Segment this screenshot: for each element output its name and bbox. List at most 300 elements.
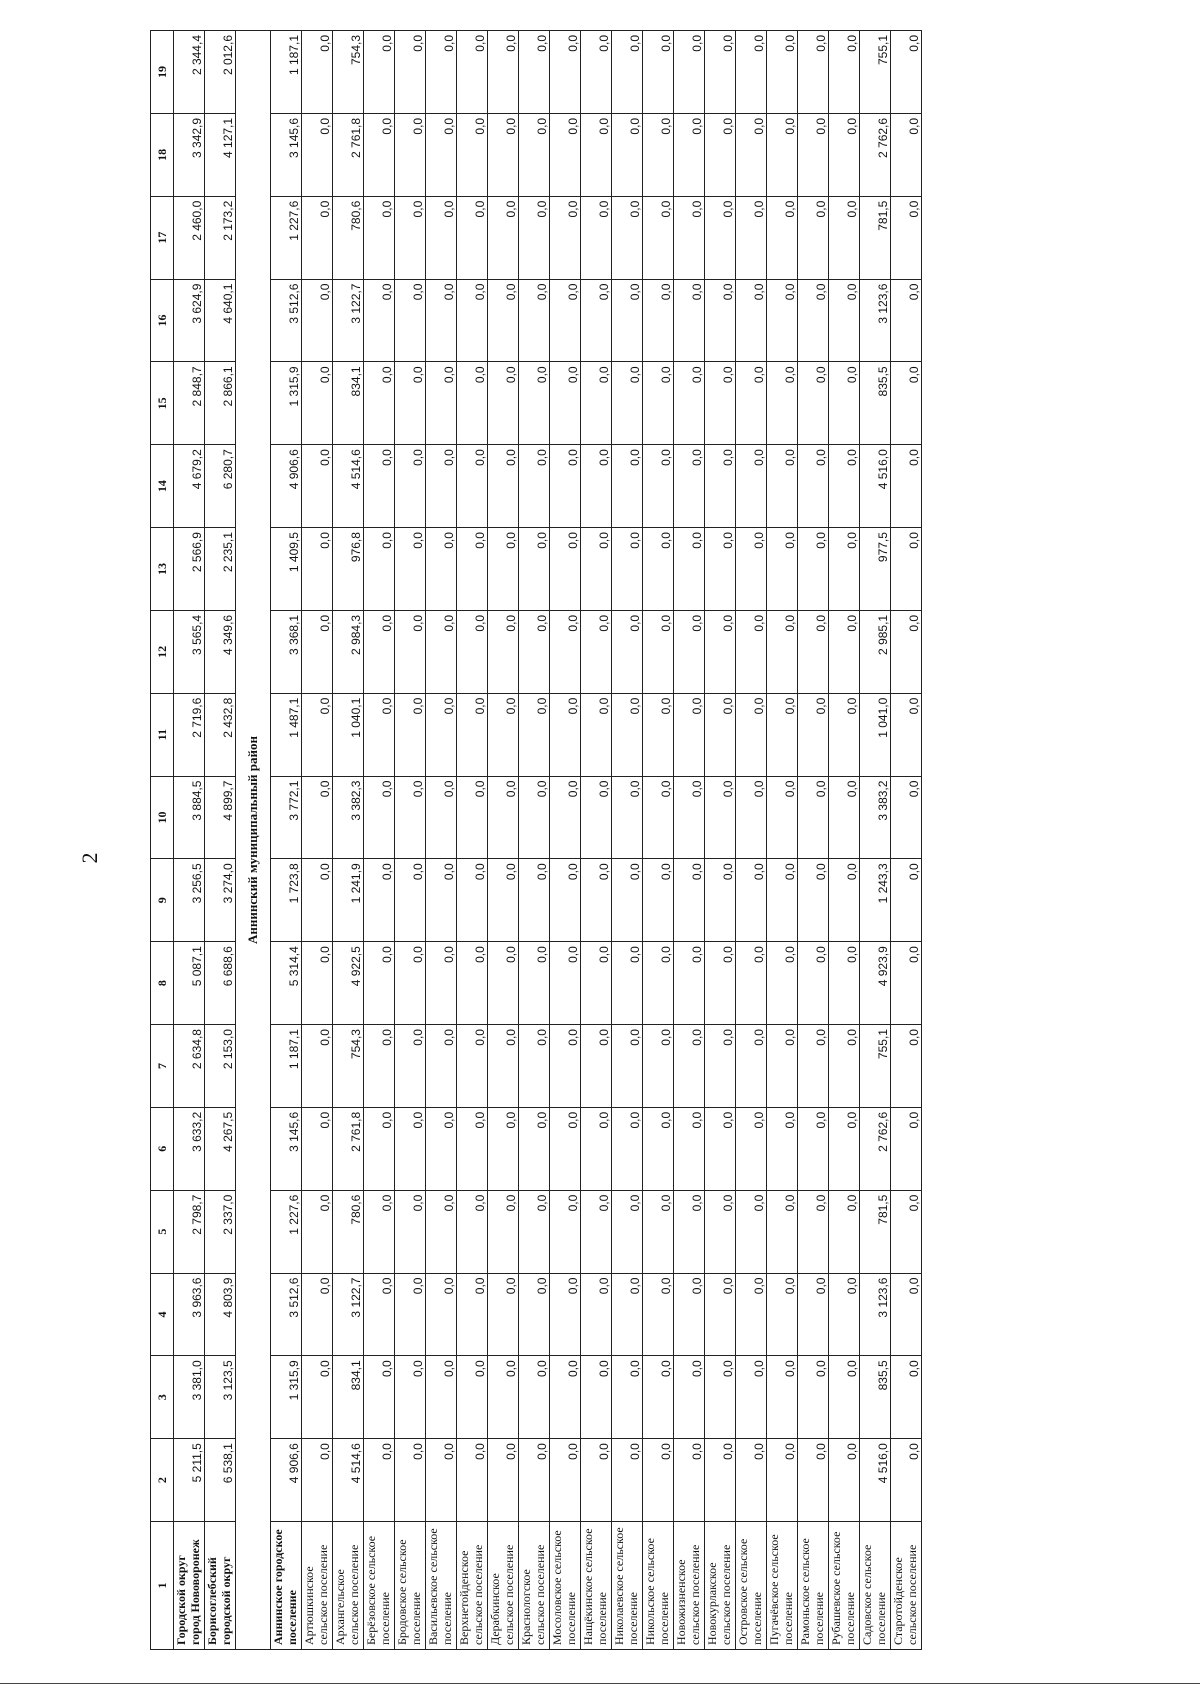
table-cell: 0,0 — [426, 31, 457, 114]
table-cell: 0,0 — [705, 610, 736, 693]
table-cell: 5 087,1 — [174, 942, 205, 1025]
table-cell: 0,0 — [612, 196, 643, 279]
table-cell: 0,0 — [891, 445, 922, 528]
table-cell: 0,0 — [457, 1439, 488, 1522]
table-cell: 0,0 — [643, 859, 674, 942]
column-header: 19 — [151, 31, 174, 114]
table-cell: 2 761,8 — [333, 113, 364, 196]
table-cell: 0,0 — [488, 279, 519, 362]
table-cell: 0,0 — [519, 113, 550, 196]
table-cell: 5 314,4 — [271, 942, 302, 1025]
table-cell: 0,0 — [519, 942, 550, 1025]
table-cell: 3 383,2 — [860, 776, 891, 859]
row-name: Пугачёвское сельское поселение — [767, 1522, 798, 1650]
table-cell: 0,0 — [302, 1025, 333, 1108]
table-cell: 0,0 — [426, 942, 457, 1025]
table-cell: 3 884,5 — [174, 776, 205, 859]
table-cell: 0,0 — [519, 1025, 550, 1108]
table-cell: 0,0 — [364, 942, 395, 1025]
row-name: Верхнетойденское сельское поселение — [457, 1522, 488, 1650]
table-cell: 0,0 — [364, 1190, 395, 1273]
table-cell: 780,6 — [333, 1190, 364, 1273]
table-cell: 0,0 — [519, 31, 550, 114]
table-cell: 0,0 — [302, 610, 333, 693]
table-cell: 0,0 — [674, 942, 705, 1025]
table-cell: 0,0 — [488, 1190, 519, 1273]
table-cell: 0,0 — [457, 942, 488, 1025]
table-cell: 3 123,5 — [205, 1356, 236, 1439]
table-row — [705, 31, 736, 1650]
row-name: Архангельское сельское поселение — [333, 1522, 364, 1650]
table-cell: 0,0 — [550, 1273, 581, 1356]
table-cell: 0,0 — [643, 942, 674, 1025]
table-cell: 2 153,0 — [205, 1025, 236, 1108]
table-cell: 2 337,0 — [205, 1190, 236, 1273]
table-cell: 3 123,6 — [860, 1273, 891, 1356]
table-cell: 0,0 — [736, 445, 767, 528]
table-cell: 0,0 — [736, 362, 767, 445]
table-cell: 0,0 — [488, 1107, 519, 1190]
table-cell: 0,0 — [767, 362, 798, 445]
table-cell: 3 145,6 — [271, 113, 302, 196]
row-name: Рамоньское сельское поселение — [798, 1522, 829, 1650]
table-cell: 0,0 — [426, 1273, 457, 1356]
table-cell: 781,5 — [860, 1190, 891, 1273]
table-cell: 0,0 — [457, 113, 488, 196]
column-header: 2 — [151, 1439, 174, 1522]
row-name: Нащёкинское сельское поселение — [581, 1522, 612, 1650]
table-row — [736, 31, 767, 1650]
table-cell: 0,0 — [364, 445, 395, 528]
table-cell: 0,0 — [302, 1273, 333, 1356]
table-cell: 0,0 — [395, 528, 426, 611]
table-cell: 3 565,4 — [174, 610, 205, 693]
table-cell: 0,0 — [643, 693, 674, 776]
table-cell: 0,0 — [829, 31, 860, 114]
table-cell: 0,0 — [488, 196, 519, 279]
table-row — [457, 31, 488, 1650]
table-cell: 0,0 — [457, 1273, 488, 1356]
table-cell: 0,0 — [674, 196, 705, 279]
table-cell: 0,0 — [519, 1356, 550, 1439]
table-cell: 0,0 — [829, 1025, 860, 1108]
table-cell: 0,0 — [364, 1273, 395, 1356]
table-cell: 0,0 — [364, 1439, 395, 1522]
table-cell: 0,0 — [612, 528, 643, 611]
table-cell: 0,0 — [457, 859, 488, 942]
table-cell: 2 719,6 — [174, 693, 205, 776]
table-cell: 0,0 — [612, 31, 643, 114]
table-cell: 0,0 — [829, 113, 860, 196]
table-cell: 0,0 — [643, 776, 674, 859]
table-cell: 0,0 — [550, 528, 581, 611]
table-cell: 0,0 — [364, 1107, 395, 1190]
table-cell: 0,0 — [705, 31, 736, 114]
table-cell: 0,0 — [798, 610, 829, 693]
table-cell: 0,0 — [829, 1356, 860, 1439]
table-cell: 0,0 — [767, 1107, 798, 1190]
table-cell: 0,0 — [643, 1107, 674, 1190]
table-cell: 0,0 — [457, 1107, 488, 1190]
table-cell: 0,0 — [488, 31, 519, 114]
table-cell: 0,0 — [395, 1107, 426, 1190]
row-name: Рубашевское сельское поселение — [829, 1522, 860, 1650]
table-cell: 0,0 — [612, 693, 643, 776]
row-name: Городской округ город Нововоронеж — [174, 1522, 205, 1650]
table-cell: 2 173,2 — [205, 196, 236, 279]
table-cell: 977,5 — [860, 528, 891, 611]
table-cell: 0,0 — [674, 693, 705, 776]
table-cell: 0,0 — [457, 362, 488, 445]
table-cell: 4 906,6 — [271, 1439, 302, 1522]
row-name: Дерабкинское сельское поселение — [488, 1522, 519, 1650]
table-cell: 0,0 — [395, 279, 426, 362]
table-cell: 0,0 — [705, 445, 736, 528]
table-cell: 0,0 — [829, 859, 860, 942]
table-cell: 0,0 — [736, 31, 767, 114]
table-cell: 0,0 — [891, 1107, 922, 1190]
table-cell: 0,0 — [705, 113, 736, 196]
table-cell: 0,0 — [891, 942, 922, 1025]
page-number: 2 — [77, 852, 102, 864]
table-cell: 0,0 — [674, 279, 705, 362]
table-cell: 0,0 — [426, 1025, 457, 1108]
table-cell: 0,0 — [550, 445, 581, 528]
table-cell: 0,0 — [488, 362, 519, 445]
table-cell: 0,0 — [519, 1107, 550, 1190]
table-cell: 0,0 — [736, 859, 767, 942]
table-cell: 0,0 — [767, 693, 798, 776]
table-cell: 0,0 — [426, 1356, 457, 1439]
table-cell: 0,0 — [705, 1190, 736, 1273]
table-cell: 0,0 — [488, 610, 519, 693]
table-row — [891, 31, 922, 1650]
table-cell: 3 368,1 — [271, 610, 302, 693]
table-cell: 0,0 — [612, 942, 643, 1025]
table-cell: 0,0 — [488, 942, 519, 1025]
table-cell: 0,0 — [705, 1107, 736, 1190]
table-cell: 0,0 — [798, 1190, 829, 1273]
row-name: Васильевское сельское поселение — [426, 1522, 457, 1650]
table-cell: 0,0 — [705, 693, 736, 776]
table-cell: 0,0 — [581, 279, 612, 362]
table-cell: 0,0 — [550, 942, 581, 1025]
table-cell: 4 803,9 — [205, 1273, 236, 1356]
table-cell: 0,0 — [488, 445, 519, 528]
table-row — [205, 31, 236, 1650]
table-cell: 0,0 — [612, 776, 643, 859]
table-cell: 0,0 — [364, 1025, 395, 1108]
table-cell: 0,0 — [612, 1107, 643, 1190]
table-cell: 0,0 — [302, 196, 333, 279]
table-cell: 0,0 — [643, 610, 674, 693]
table-cell: 2 866,1 — [205, 362, 236, 445]
table-cell: 0,0 — [798, 1439, 829, 1522]
table-cell: 0,0 — [705, 1356, 736, 1439]
table-cell: 0,0 — [829, 1273, 860, 1356]
table-cell: 0,0 — [364, 362, 395, 445]
table-cell: 0,0 — [457, 776, 488, 859]
table-cell: 0,0 — [798, 196, 829, 279]
column-header: 5 — [151, 1190, 174, 1273]
table-cell: 0,0 — [767, 859, 798, 942]
table-cell: 0,0 — [643, 528, 674, 611]
column-header: 16 — [151, 279, 174, 362]
table-cell: 0,0 — [674, 1107, 705, 1190]
table-cell: 0,0 — [736, 528, 767, 611]
table-cell: 3 512,6 — [271, 1273, 302, 1356]
table-cell: 0,0 — [705, 196, 736, 279]
table-cell: 0,0 — [302, 528, 333, 611]
table-cell: 0,0 — [426, 528, 457, 611]
table-cell: 0,0 — [426, 362, 457, 445]
row-name: Садовское сельское поселение — [860, 1522, 891, 1650]
table-cell: 0,0 — [767, 279, 798, 362]
table-cell: 0,0 — [395, 31, 426, 114]
table-cell: 0,0 — [674, 31, 705, 114]
table-cell: 0,0 — [798, 1356, 829, 1439]
table-cell: 0,0 — [395, 113, 426, 196]
table-cell: 0,0 — [891, 776, 922, 859]
table-cell: 0,0 — [364, 279, 395, 362]
table-cell: 0,0 — [643, 31, 674, 114]
table-cell: 0,0 — [488, 1356, 519, 1439]
table-cell: 0,0 — [457, 528, 488, 611]
table-cell: 0,0 — [612, 1025, 643, 1108]
table-cell: 0,0 — [798, 859, 829, 942]
table-cell: 0,0 — [891, 693, 922, 776]
table-cell: 0,0 — [829, 693, 860, 776]
table-row — [674, 31, 705, 1650]
table-cell: 2 848,7 — [174, 362, 205, 445]
table-cell: 0,0 — [395, 1025, 426, 1108]
table-cell: 0,0 — [550, 279, 581, 362]
table-cell: 754,3 — [333, 31, 364, 114]
table-cell: 3 963,6 — [174, 1273, 205, 1356]
table-cell: 0,0 — [426, 279, 457, 362]
row-name: Краснологское сельское поселение — [519, 1522, 550, 1650]
table-cell: 0,0 — [457, 1190, 488, 1273]
table-cell: 0,0 — [488, 1025, 519, 1108]
header-row — [151, 31, 174, 1650]
table-cell: 0,0 — [519, 196, 550, 279]
table-cell: 0,0 — [395, 610, 426, 693]
table-cell: 0,0 — [767, 445, 798, 528]
table-cell: 0,0 — [550, 1190, 581, 1273]
table-cell: 0,0 — [457, 196, 488, 279]
table-cell: 0,0 — [674, 1439, 705, 1522]
table-cell: 4 349,6 — [205, 610, 236, 693]
table-cell: 0,0 — [457, 279, 488, 362]
table-cell: 0,0 — [767, 31, 798, 114]
table-cell: 0,0 — [891, 362, 922, 445]
table-cell: 0,0 — [581, 1439, 612, 1522]
table-row — [333, 31, 364, 1650]
table-row — [860, 31, 891, 1650]
table-cell: 0,0 — [581, 1190, 612, 1273]
table-cell: 0,0 — [519, 1273, 550, 1356]
table-cell: 0,0 — [705, 528, 736, 611]
table-cell: 0,0 — [798, 693, 829, 776]
table-cell: 0,0 — [891, 113, 922, 196]
table-cell: 0,0 — [767, 113, 798, 196]
column-header: 3 — [151, 1356, 174, 1439]
table-cell: 0,0 — [550, 1439, 581, 1522]
table-cell: 0,0 — [488, 1273, 519, 1356]
table-cell: 0,0 — [705, 1025, 736, 1108]
column-header: 11 — [151, 693, 174, 776]
row-name: Новокурлакское сельское поселение — [705, 1522, 736, 1650]
table-row — [271, 31, 302, 1650]
table-cell: 0,0 — [674, 610, 705, 693]
table-cell: 0,0 — [674, 1190, 705, 1273]
table-cell: 0,0 — [829, 1439, 860, 1522]
table-cell: 0,0 — [457, 693, 488, 776]
table-cell: 0,0 — [302, 942, 333, 1025]
table-cell: 0,0 — [891, 279, 922, 362]
table-cell: 0,0 — [798, 362, 829, 445]
column-header: 8 — [151, 942, 174, 1025]
table-cell: 6 280,7 — [205, 445, 236, 528]
table-cell: 0,0 — [519, 610, 550, 693]
table-cell: 0,0 — [829, 196, 860, 279]
table-cell: 0,0 — [364, 859, 395, 942]
table-cell: 0,0 — [891, 528, 922, 611]
table-cell: 4 514,6 — [333, 1439, 364, 1522]
table-cell: 0,0 — [519, 445, 550, 528]
table-cell: 0,0 — [612, 113, 643, 196]
table-cell: 0,0 — [829, 942, 860, 1025]
table-cell: 0,0 — [395, 693, 426, 776]
table-cell: 0,0 — [674, 362, 705, 445]
row-name: Новожизненское сельское поселение — [674, 1522, 705, 1650]
column-header: 12 — [151, 610, 174, 693]
row-name: Артюшкинское сельское поселение — [302, 1522, 333, 1650]
table-cell: 2 762,6 — [860, 113, 891, 196]
table-cell: 0,0 — [705, 279, 736, 362]
table-cell: 4 923,9 — [860, 942, 891, 1025]
table-cell: 0,0 — [519, 859, 550, 942]
table-cell: 0,0 — [674, 113, 705, 196]
table-cell: 0,0 — [519, 776, 550, 859]
table-cell: 3 274,0 — [205, 859, 236, 942]
table-row — [829, 31, 860, 1650]
table-cell: 4 899,7 — [205, 776, 236, 859]
table-cell: 3 342,9 — [174, 113, 205, 196]
table-cell: 0,0 — [643, 279, 674, 362]
table-cell: 0,0 — [643, 1439, 674, 1522]
table-cell: 781,5 — [860, 196, 891, 279]
table-cell: 1 187,1 — [271, 1025, 302, 1108]
table-cell: 0,0 — [736, 1356, 767, 1439]
table-cell: 754,3 — [333, 1025, 364, 1108]
table-cell: 0,0 — [395, 445, 426, 528]
table-cell: 0,0 — [891, 610, 922, 693]
table-cell: 0,0 — [798, 776, 829, 859]
table-cell: 0,0 — [891, 1439, 922, 1522]
table-cell: 0,0 — [581, 528, 612, 611]
table-cell: 0,0 — [767, 942, 798, 1025]
table-cell: 0,0 — [550, 1356, 581, 1439]
table-cell: 0,0 — [736, 1439, 767, 1522]
row-name: Мосоловское сельское поселение — [550, 1522, 581, 1650]
table-cell: 0,0 — [302, 1356, 333, 1439]
table-cell: 976,8 — [333, 528, 364, 611]
table-cell: 1 227,6 — [271, 196, 302, 279]
row-name: Аннинское городское поселение — [271, 1522, 302, 1650]
row-name: Бродовское сельское поселение — [395, 1522, 426, 1650]
row-name: Островское сельское поселение — [736, 1522, 767, 1650]
column-header: 6 — [151, 1107, 174, 1190]
table-cell: 0,0 — [581, 31, 612, 114]
table-cell: 0,0 — [612, 610, 643, 693]
table-cell: 0,0 — [364, 776, 395, 859]
column-header: 9 — [151, 859, 174, 942]
table-cell: 1 241,9 — [333, 859, 364, 942]
table-cell: 0,0 — [798, 942, 829, 1025]
table-cell: 6 688,6 — [205, 942, 236, 1025]
table-cell: 1 409,5 — [271, 528, 302, 611]
table-cell: 0,0 — [829, 528, 860, 611]
table-cell: 0,0 — [705, 1273, 736, 1356]
table-cell: 0,0 — [302, 1439, 333, 1522]
table-cell: 0,0 — [705, 859, 736, 942]
data-table — [150, 30, 922, 1650]
table-row — [174, 31, 205, 1650]
row-name: Николаевское сельское поселение — [612, 1522, 643, 1650]
rotated-table-container — [150, 30, 1190, 1650]
table-cell: 3 122,7 — [333, 279, 364, 362]
table-cell: 0,0 — [736, 196, 767, 279]
table-cell: 0,0 — [550, 113, 581, 196]
scan-edge-line — [0, 1683, 1200, 1684]
table-cell: 0,0 — [364, 31, 395, 114]
table-cell: 0,0 — [643, 1356, 674, 1439]
column-header: 13 — [151, 528, 174, 611]
table-cell: 3 381,0 — [174, 1356, 205, 1439]
row-name: Берёзовское сельское поселение — [364, 1522, 395, 1650]
table-cell: 0,0 — [364, 528, 395, 611]
table-cell: 0,0 — [736, 693, 767, 776]
table-cell: 0,0 — [829, 1107, 860, 1190]
table-cell: 0,0 — [643, 362, 674, 445]
table-cell: 0,0 — [643, 1190, 674, 1273]
table-cell: 1 243,3 — [860, 859, 891, 942]
table-row — [581, 31, 612, 1650]
table-cell: 0,0 — [829, 610, 860, 693]
table-cell: 0,0 — [581, 362, 612, 445]
table-row — [550, 31, 581, 1650]
table-cell: 5 211,5 — [174, 1439, 205, 1522]
table-cell: 0,0 — [736, 776, 767, 859]
table-cell: 0,0 — [643, 196, 674, 279]
table-cell: 2 432,8 — [205, 693, 236, 776]
table-cell: 3 382,3 — [333, 776, 364, 859]
table-cell: 0,0 — [302, 1107, 333, 1190]
table-cell: 0,0 — [829, 776, 860, 859]
table-cell: 3 633,2 — [174, 1107, 205, 1190]
table-cell: 0,0 — [891, 1356, 922, 1439]
table-cell: 0,0 — [767, 1273, 798, 1356]
column-header: 14 — [151, 445, 174, 528]
table-cell: 2 460,0 — [174, 196, 205, 279]
table-cell: 4 906,6 — [271, 445, 302, 528]
table-cell: 0,0 — [519, 1439, 550, 1522]
table-cell: 3 145,6 — [271, 1107, 302, 1190]
table-cell: 0,0 — [426, 445, 457, 528]
table-row — [643, 31, 674, 1650]
table-cell: 0,0 — [302, 776, 333, 859]
